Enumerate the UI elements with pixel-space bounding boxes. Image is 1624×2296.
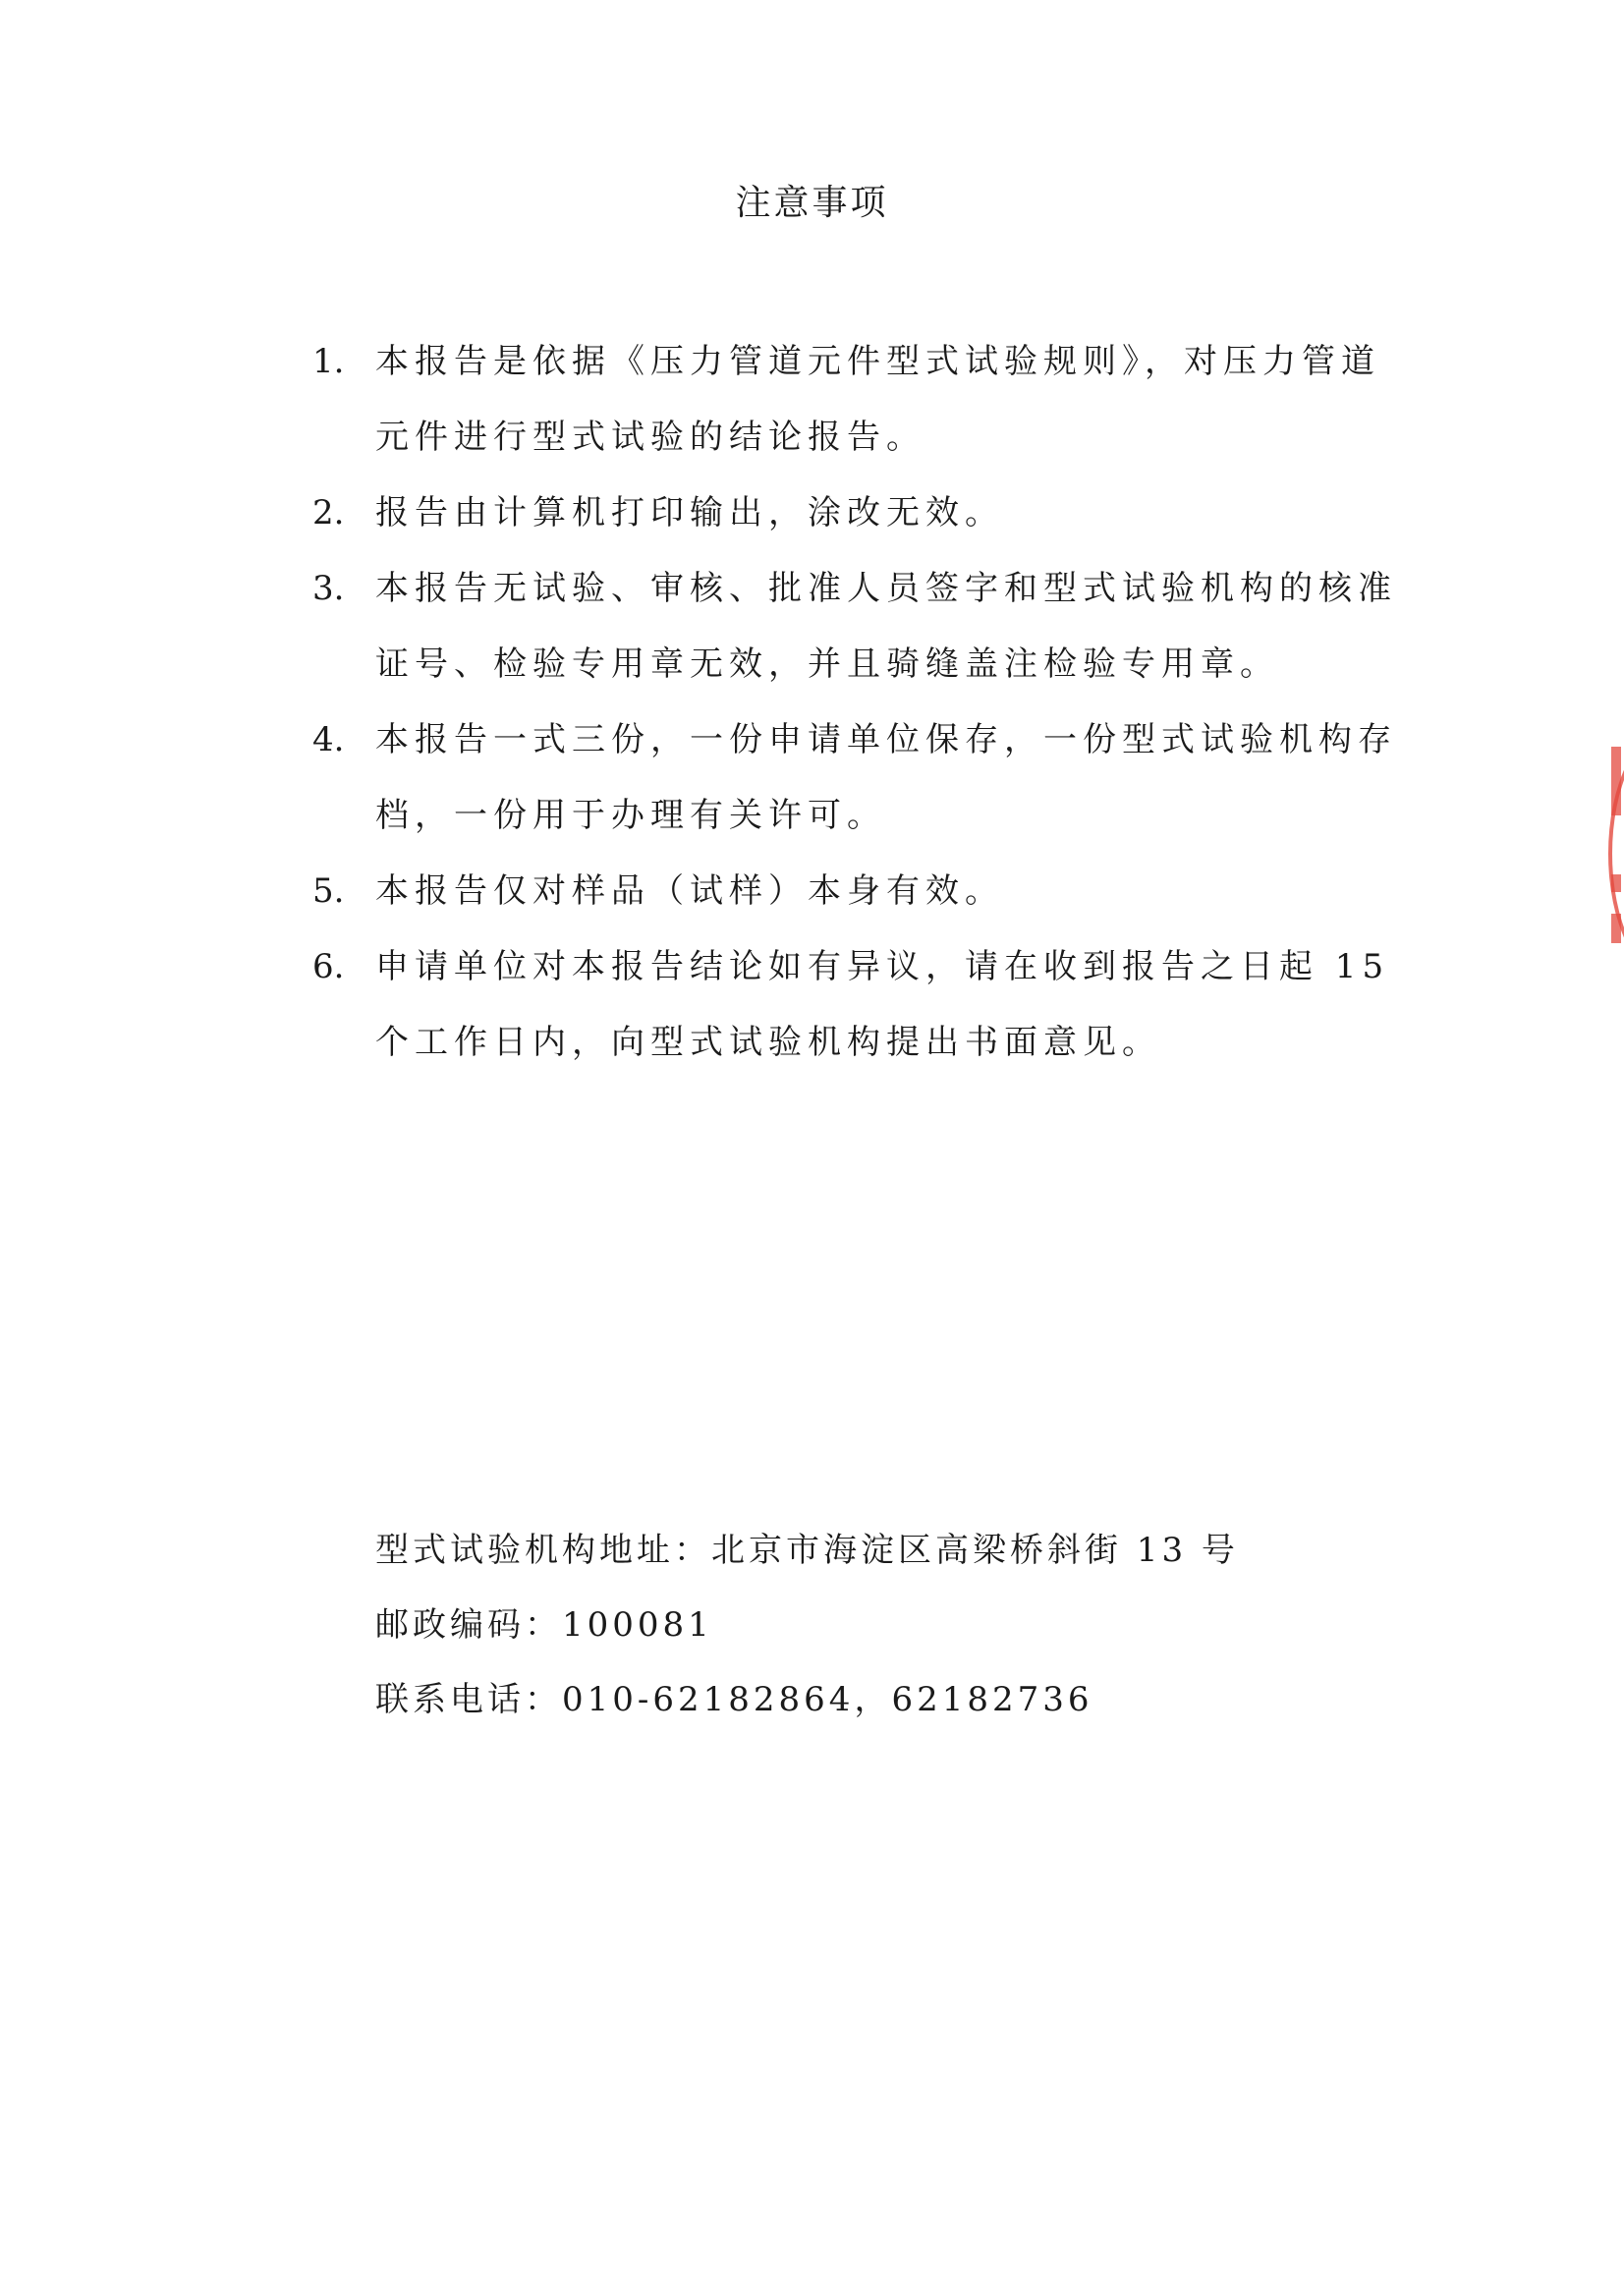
- notice-item: [312, 702, 1403, 854]
- seal-mark: [1611, 874, 1621, 892]
- notice-text: 本报告无试验、审核、批准人员签字和型式试验机构的核准证号、检验专用章无效，并且骑缝盖注检验专用章。: [375, 569, 1397, 684]
- notice-item: [312, 854, 1403, 929]
- notice-text: 申请单位对本报告结论如有异议，请在收到报告之日起 15 个工作日内，向型式试验机构提出书面意见。: [375, 947, 1390, 1062]
- notice-text: 本报告一式三份，一份申请单位保存，一份型式试验机构存档，一份用于办理有关许可。: [375, 720, 1397, 835]
- seal-mark: [1611, 747, 1621, 815]
- contact-info: [375, 1513, 1358, 1737]
- notice-item: [312, 476, 1403, 551]
- contact-address: 型式试验机构地址：北京市海淀区高梁桥斜街 13 号: [375, 1531, 1239, 1570]
- seal-stamp-edge: [1602, 727, 1624, 973]
- notice-number: 4.: [312, 720, 345, 759]
- notice-number: 1.: [312, 342, 345, 381]
- notice-text: 本报告仅对样品（试样）本身有效。: [375, 871, 1004, 911]
- notice-item: [312, 551, 1403, 702]
- seal-mark: [1611, 914, 1621, 943]
- notice-item: [312, 929, 1403, 1081]
- notice-number: 5.: [312, 871, 345, 911]
- notice-item: [312, 324, 1403, 476]
- notice-number: 2.: [312, 493, 345, 532]
- contact-phone: 联系电话：010-62182864，62182736: [375, 1680, 1093, 1719]
- notice-text: 报告由计算机打印输出，涂改无效。: [375, 493, 1004, 532]
- notice-text: 本报告是依据《压力管道元件型式试验规则》，对压力管道元件进行型式试验的结论报告。: [375, 342, 1380, 457]
- notice-number: 3.: [312, 569, 345, 608]
- contact-postcode: 邮政编码：100081: [375, 1605, 713, 1645]
- notice-list: [312, 324, 1403, 1081]
- notice-number: 6.: [312, 947, 345, 986]
- page-title: 注意事项: [735, 183, 889, 223]
